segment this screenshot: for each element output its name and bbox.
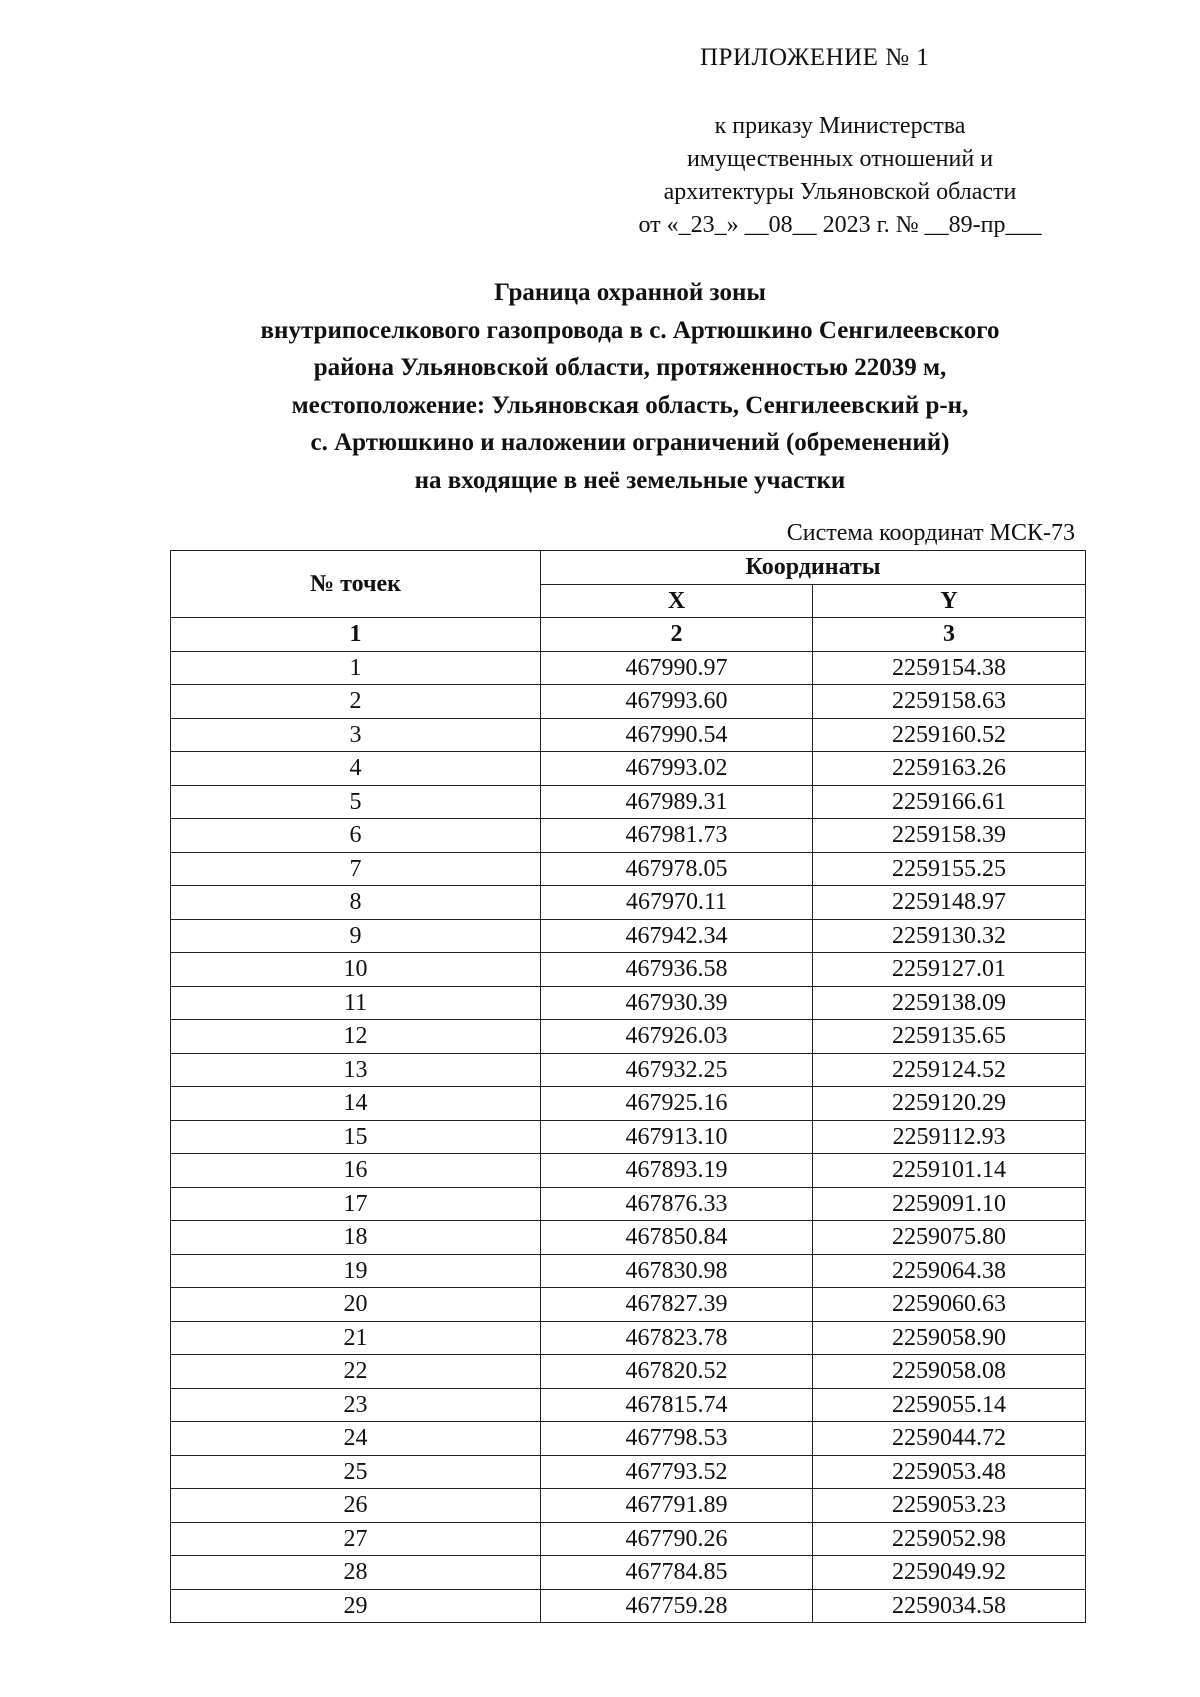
header-x: X (541, 584, 813, 618)
y-coordinate-cell: 2259130.32 (813, 919, 1086, 953)
x-coordinate-cell: 467989.31 (541, 785, 813, 819)
y-coordinate-cell: 2259124.52 (813, 1053, 1086, 1087)
x-coordinate-cell: 467830.98 (541, 1254, 813, 1288)
heading-line: внутрипоселкового газопровода в с. Артюшкино Сенгилеевского (260, 316, 1000, 344)
header-points: № точек (171, 551, 541, 618)
point-number-cell: 11 (171, 986, 541, 1020)
y-coordinate-cell: 2259058.90 (813, 1321, 1086, 1355)
header-y: Y (813, 584, 1086, 618)
table-row (171, 1187, 1086, 1221)
order-line: архитектуры Ульяновской области (663, 179, 1017, 205)
y-coordinate-cell: 2259163.26 (813, 752, 1086, 786)
table-row (171, 852, 1086, 886)
table-header-row (171, 551, 1086, 585)
point-number-cell: 28 (171, 1556, 541, 1590)
y-coordinate-cell: 2259053.48 (813, 1455, 1086, 1489)
column-number: 1 (171, 618, 541, 652)
annex-title: ПРИЛОЖЕНИЕ № 1 (700, 44, 930, 71)
y-coordinate-cell: 2259052.98 (813, 1522, 1086, 1556)
point-number-cell: 29 (171, 1589, 541, 1623)
x-coordinate-cell: 467827.39 (541, 1288, 813, 1322)
heading-line: местоположение: Ульяновская область, Сенгилеевский р-н, (291, 391, 969, 419)
x-coordinate-cell: 467793.52 (541, 1455, 813, 1489)
table-row (171, 1455, 1086, 1489)
point-number-cell: 1 (171, 651, 541, 685)
point-number-cell: 4 (171, 752, 541, 786)
table-row (171, 1120, 1086, 1154)
x-coordinate-cell: 467981.73 (541, 819, 813, 853)
x-coordinate-cell: 467759.28 (541, 1589, 813, 1623)
point-number-cell: 15 (171, 1120, 541, 1154)
point-number-cell: 20 (171, 1288, 541, 1322)
point-number-cell: 24 (171, 1422, 541, 1456)
x-coordinate-cell: 467990.97 (541, 651, 813, 685)
table-row (171, 1221, 1086, 1255)
table-row (171, 1254, 1086, 1288)
x-coordinate-cell: 467970.11 (541, 886, 813, 920)
point-number-cell: 5 (171, 785, 541, 819)
x-coordinate-cell: 467990.54 (541, 718, 813, 752)
header-coordinates: Координаты (541, 551, 1086, 585)
order-line: имущественных отношений и (686, 146, 994, 172)
y-coordinate-cell: 2259055.14 (813, 1388, 1086, 1422)
table-row (171, 886, 1086, 920)
coordinate-system-label: Система координат МСК-73 (786, 520, 1075, 546)
point-number-cell: 26 (171, 1489, 541, 1523)
y-coordinate-cell: 2259053.23 (813, 1489, 1086, 1523)
point-number-cell: 23 (171, 1388, 541, 1422)
x-coordinate-cell: 467798.53 (541, 1422, 813, 1456)
heading-line: района Ульяновской области, протяженностью 22039 м, (313, 354, 947, 381)
table-row (171, 919, 1086, 953)
y-coordinate-cell: 2259058.08 (813, 1355, 1086, 1389)
table-row (171, 685, 1086, 719)
y-coordinate-cell: 2259166.61 (813, 785, 1086, 819)
column-number: 3 (813, 618, 1086, 652)
table-row (171, 1154, 1086, 1188)
y-coordinate-cell: 2259060.63 (813, 1288, 1086, 1322)
column-number: 2 (541, 618, 813, 652)
coordinates-table (170, 550, 1086, 1623)
x-coordinate-cell: 467790.26 (541, 1522, 813, 1556)
table-row (171, 1489, 1086, 1523)
y-coordinate-cell: 2259138.09 (813, 986, 1086, 1020)
table-row (171, 1053, 1086, 1087)
x-coordinate-cell: 467893.19 (541, 1154, 813, 1188)
point-number-cell: 8 (171, 886, 541, 920)
point-number-cell: 25 (171, 1455, 541, 1489)
x-coordinate-cell: 467784.85 (541, 1556, 813, 1590)
y-coordinate-cell: 2259155.25 (813, 852, 1086, 886)
y-coordinate-cell: 2259112.93 (813, 1120, 1086, 1154)
point-number-cell: 18 (171, 1221, 541, 1255)
table-row (171, 953, 1086, 987)
table-row (171, 1020, 1086, 1054)
table-row (171, 1522, 1086, 1556)
y-coordinate-cell: 2259120.29 (813, 1087, 1086, 1121)
y-coordinate-cell: 2259091.10 (813, 1187, 1086, 1221)
table-row (171, 651, 1086, 685)
x-coordinate-cell: 467815.74 (541, 1388, 813, 1422)
y-coordinate-cell: 2259148.97 (813, 886, 1086, 920)
y-coordinate-cell: 2259064.38 (813, 1254, 1086, 1288)
point-number-cell: 3 (171, 718, 541, 752)
y-coordinate-cell: 2259044.72 (813, 1422, 1086, 1456)
table-row (171, 1556, 1086, 1590)
x-coordinate-cell: 467850.84 (541, 1221, 813, 1255)
point-number-cell: 19 (171, 1254, 541, 1288)
y-coordinate-cell: 2259101.14 (813, 1154, 1086, 1188)
table-row (171, 1355, 1086, 1389)
y-coordinate-cell: 2259034.58 (813, 1589, 1086, 1623)
order-date-number: от «_23_» __08__ 2023 г. № __89-пр___ (638, 212, 1042, 238)
x-coordinate-cell: 467932.25 (541, 1053, 813, 1087)
point-number-cell: 27 (171, 1522, 541, 1556)
x-coordinate-cell: 467925.16 (541, 1087, 813, 1121)
point-number-cell: 6 (171, 819, 541, 853)
y-coordinate-cell: 2259127.01 (813, 953, 1086, 987)
point-number-cell: 13 (171, 1053, 541, 1087)
x-coordinate-cell: 467993.60 (541, 685, 813, 719)
y-coordinate-cell: 2259158.63 (813, 685, 1086, 719)
point-number-cell: 14 (171, 1087, 541, 1121)
order-reference (580, 110, 1100, 242)
table-row (171, 1388, 1086, 1422)
heading-line: Граница охранной зоны (494, 279, 766, 306)
point-number-cell: 9 (171, 919, 541, 953)
table-row (171, 718, 1086, 752)
point-number-cell: 7 (171, 852, 541, 886)
point-number-cell: 17 (171, 1187, 541, 1221)
document-heading (120, 274, 1140, 499)
point-number-cell: 12 (171, 1020, 541, 1054)
x-coordinate-cell: 467876.33 (541, 1187, 813, 1221)
table-row (171, 986, 1086, 1020)
table-row (171, 1321, 1086, 1355)
y-coordinate-cell: 2259135.65 (813, 1020, 1086, 1054)
x-coordinate-cell: 467820.52 (541, 1355, 813, 1389)
point-number-cell: 10 (171, 953, 541, 987)
table-row (171, 1087, 1086, 1121)
column-numbering-row (171, 618, 1086, 652)
heading-line: с. Артюшкино и наложении ограничений (обременений) (310, 429, 950, 456)
table-row (171, 819, 1086, 853)
table-row (171, 785, 1086, 819)
table-row (171, 1422, 1086, 1456)
y-coordinate-cell: 2259160.52 (813, 718, 1086, 752)
x-coordinate-cell: 467978.05 (541, 852, 813, 886)
order-line: к приказу Министерства (714, 113, 966, 139)
x-coordinate-cell: 467823.78 (541, 1321, 813, 1355)
table-body (171, 618, 1086, 1623)
x-coordinate-cell: 467930.39 (541, 986, 813, 1020)
point-number-cell: 22 (171, 1355, 541, 1389)
y-coordinate-cell: 2259154.38 (813, 651, 1086, 685)
y-coordinate-cell: 2259075.80 (813, 1221, 1086, 1255)
heading-line: на входящие в неё земельные участки (414, 466, 846, 494)
x-coordinate-cell: 467993.02 (541, 752, 813, 786)
point-number-cell: 16 (171, 1154, 541, 1188)
x-coordinate-cell: 467913.10 (541, 1120, 813, 1154)
table-row (171, 752, 1086, 786)
x-coordinate-cell: 467936.58 (541, 953, 813, 987)
x-coordinate-cell: 467791.89 (541, 1489, 813, 1523)
point-number-cell: 21 (171, 1321, 541, 1355)
table-row (171, 1288, 1086, 1322)
y-coordinate-cell: 2259049.92 (813, 1556, 1086, 1590)
x-coordinate-cell: 467942.34 (541, 919, 813, 953)
table-row (171, 1589, 1086, 1623)
y-coordinate-cell: 2259158.39 (813, 819, 1086, 853)
x-coordinate-cell: 467926.03 (541, 1020, 813, 1054)
point-number-cell: 2 (171, 685, 541, 719)
